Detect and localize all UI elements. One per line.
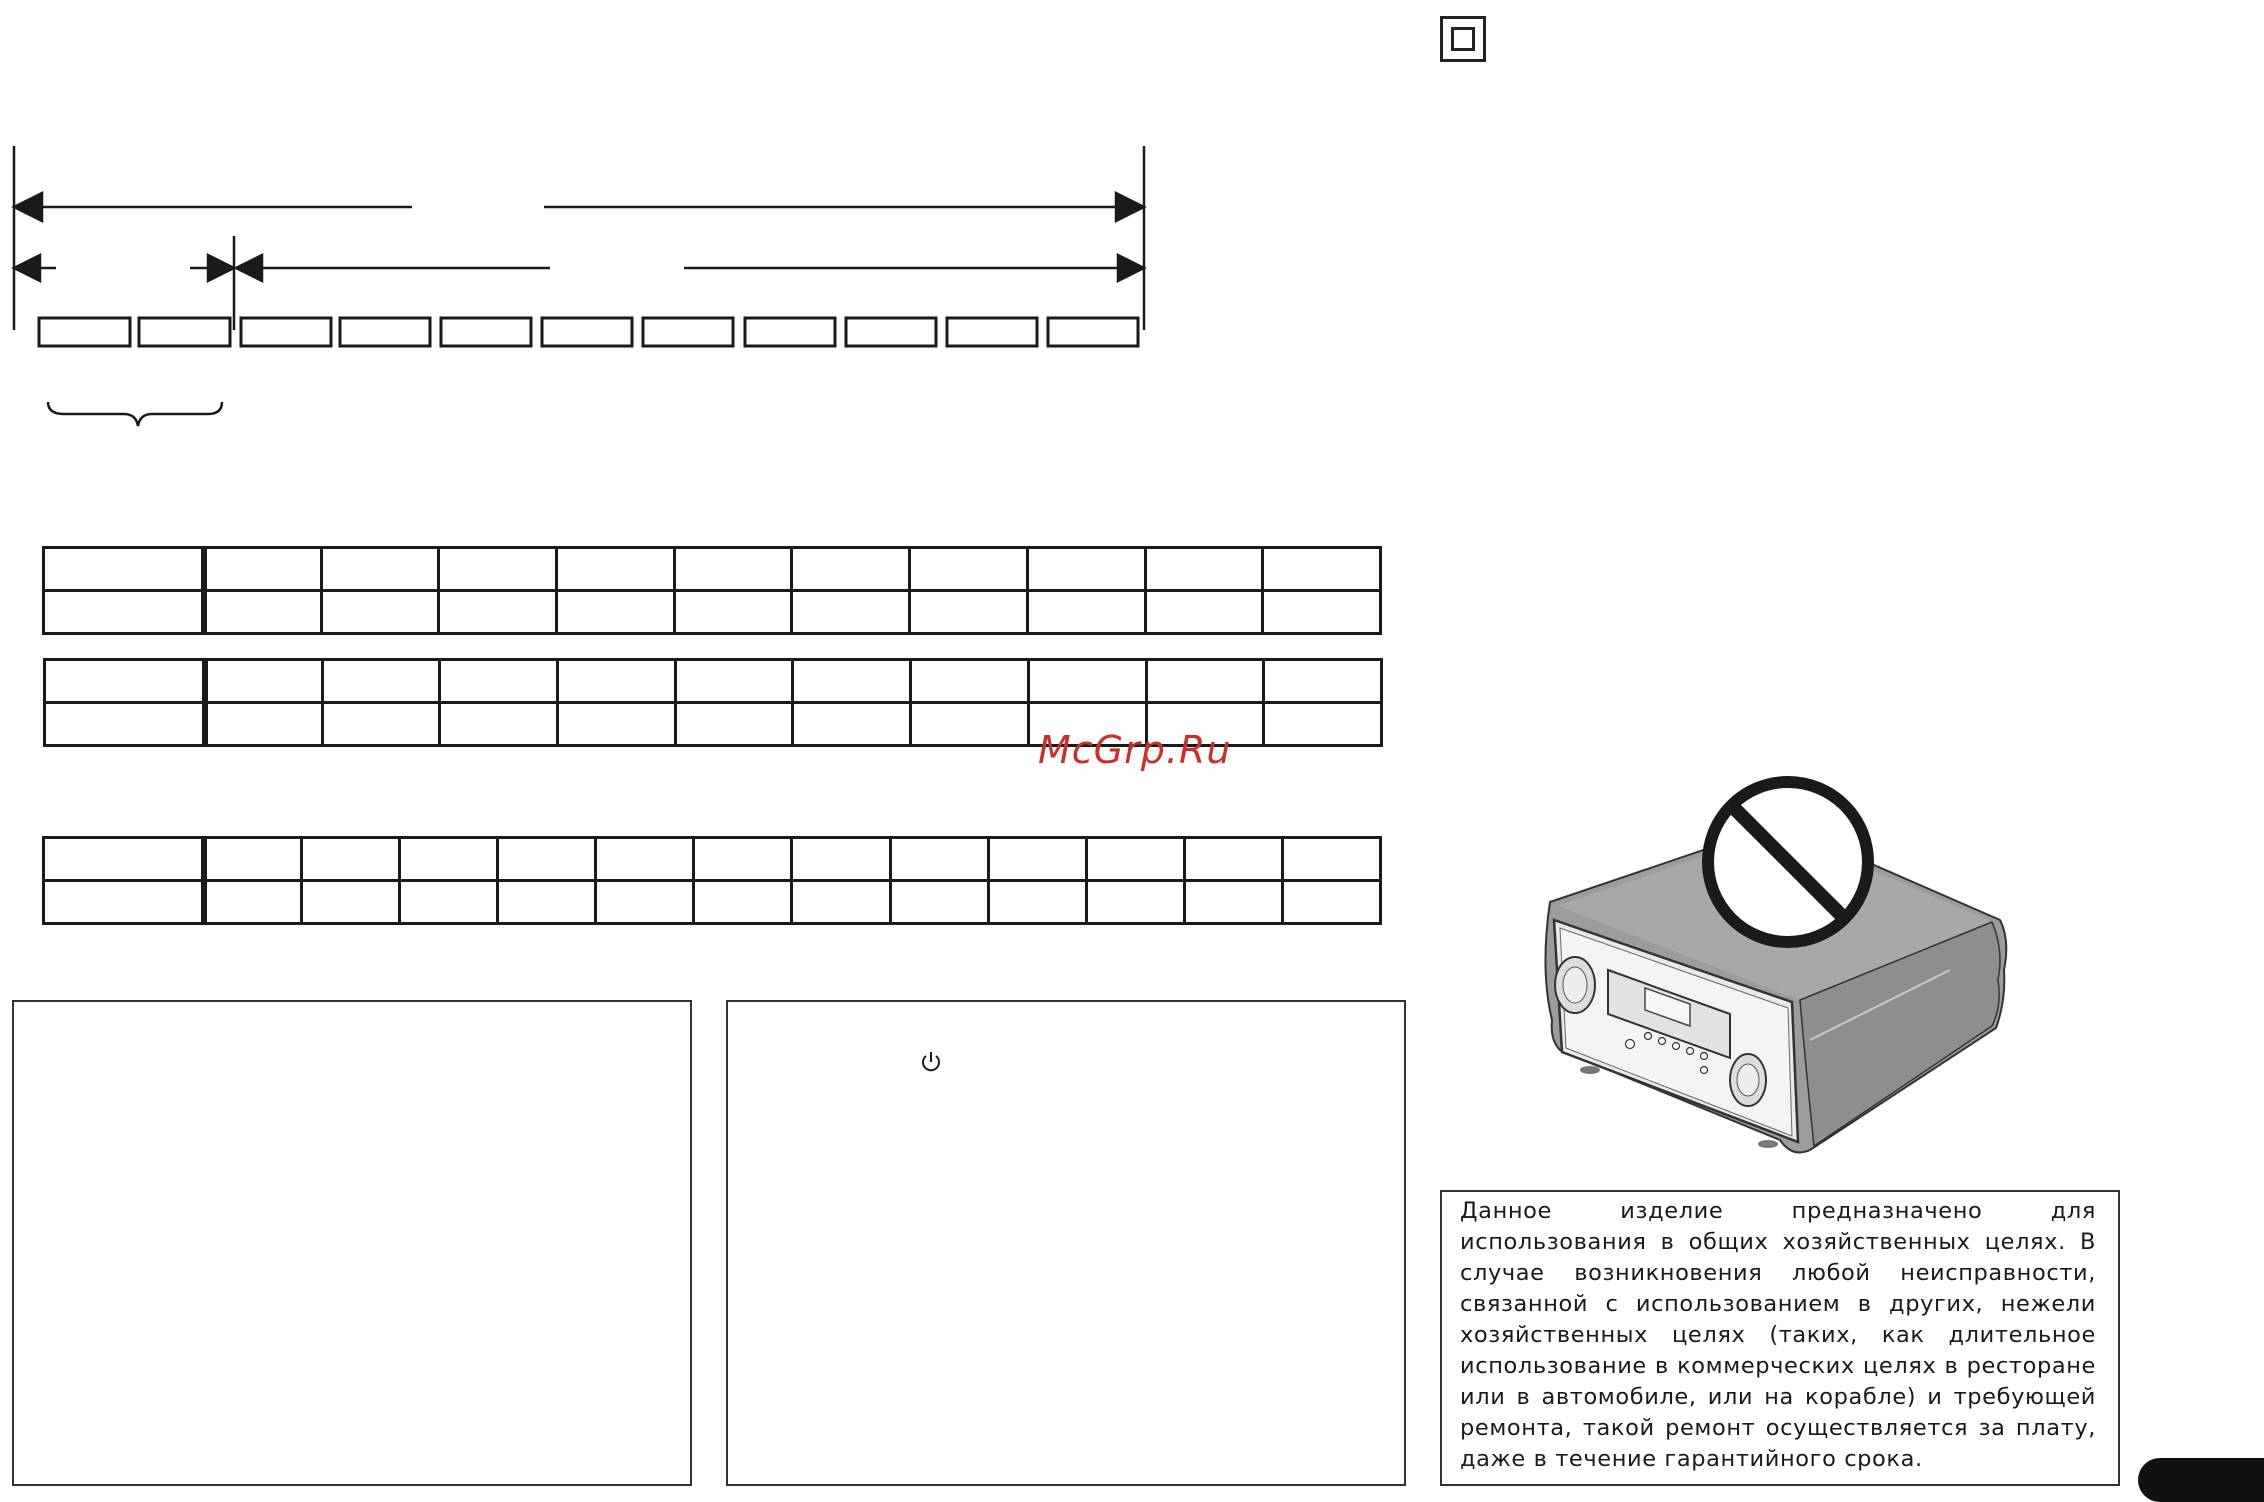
table-row — [44, 881, 1381, 924]
table-cell — [321, 591, 439, 634]
mid-arrow-b-head — [208, 255, 234, 281]
digit-box — [441, 318, 531, 346]
table-cell — [440, 703, 558, 746]
table-cell — [988, 881, 1086, 924]
table-cell — [205, 703, 323, 746]
table-cell — [44, 881, 204, 924]
table-cell — [674, 591, 792, 634]
table-cell — [792, 548, 910, 591]
table-cell — [1263, 548, 1381, 591]
table-cell — [498, 838, 596, 881]
table-cell — [44, 838, 204, 881]
table-cell — [1264, 660, 1382, 703]
table-cell — [204, 881, 302, 924]
table-cell — [694, 881, 792, 924]
table-cell — [440, 660, 558, 703]
table-cell — [1086, 838, 1184, 881]
table-cell — [1086, 881, 1184, 924]
table-row — [44, 591, 1381, 634]
table-cell — [911, 703, 1029, 746]
table-cell — [45, 660, 205, 703]
usage-notice: Данное изделие предназначено для использования в общих хозяйственных целях. В случае возникновения любой неисправности, связанной с использованием в других, нежели хозяйственных целях (таких, как длительное использование в коммерческих целях в ресторане или в автомобиле, или на корабле) и требующей ремонта, такой ремонт осуществляется за плату, даже в течение гарантийного срока. — [1440, 1190, 2120, 1486]
table-cell — [205, 660, 323, 703]
table-cell — [302, 881, 400, 924]
digit-box — [643, 318, 733, 346]
info-box-right — [726, 1000, 1406, 1486]
digit-box — [542, 318, 632, 346]
digit-box — [1048, 318, 1138, 346]
prohibited-sign-icon — [1708, 782, 1868, 942]
table-cell — [1184, 881, 1282, 924]
table-cell — [890, 881, 988, 924]
table-cell — [910, 591, 1028, 634]
top-arrow-left-head — [14, 193, 42, 221]
table-cell — [596, 881, 694, 924]
table-cell — [204, 548, 322, 591]
table-cell — [694, 838, 792, 881]
table-cell — [1028, 660, 1146, 703]
table-cell — [792, 838, 890, 881]
table-cell — [558, 703, 676, 746]
digit-box — [241, 318, 331, 346]
table-row — [44, 548, 1381, 591]
table-cell — [558, 660, 676, 703]
digit-box — [947, 318, 1037, 346]
table-cell — [792, 591, 910, 634]
table-cell — [674, 548, 792, 591]
watermark: McGrp.Ru — [1038, 728, 1232, 772]
code-table-1 — [42, 546, 1382, 635]
table-cell — [1145, 591, 1263, 634]
table-cell — [45, 703, 205, 746]
table-cell — [793, 703, 911, 746]
table-cell — [890, 838, 988, 881]
table-cell — [1282, 838, 1380, 881]
top-arrow-right-head — [1116, 193, 1144, 221]
table-cell — [910, 548, 1028, 591]
table-cell — [321, 548, 439, 591]
digit-box — [846, 318, 936, 346]
table-cell — [400, 838, 498, 881]
table-cell — [988, 838, 1086, 881]
table-cell — [596, 838, 694, 881]
table-cell — [557, 548, 675, 591]
code-table-3 — [42, 836, 1382, 925]
table-cell — [322, 660, 440, 703]
table-cell — [1264, 703, 1382, 746]
digit-box — [745, 318, 835, 346]
table-cell — [911, 660, 1029, 703]
mid-arrow-d-head — [1118, 255, 1144, 281]
table-cell — [498, 881, 596, 924]
table-cell — [675, 660, 793, 703]
table-cell — [439, 548, 557, 591]
av-receiver-covered-illustration — [1530, 770, 2020, 1160]
table-cell — [204, 838, 302, 881]
mid-arrow-a-head — [14, 255, 40, 281]
table-cell — [1027, 591, 1145, 634]
table-row — [45, 660, 1382, 703]
table-cell — [557, 591, 675, 634]
curly-brace — [48, 402, 222, 426]
table-cell — [400, 881, 498, 924]
power-standby-icon — [919, 1050, 943, 1076]
table-cell — [44, 548, 204, 591]
table-cell — [439, 591, 557, 634]
table-cell — [302, 838, 400, 881]
table-cell — [675, 703, 793, 746]
table-cell — [1027, 548, 1145, 591]
table-cell — [1184, 838, 1282, 881]
table-cell — [1145, 548, 1263, 591]
digit-box — [340, 318, 430, 346]
page-number-tab — [2138, 1458, 2264, 1502]
table-cell — [44, 591, 204, 634]
table-cell — [1263, 591, 1381, 634]
table-row — [44, 838, 1381, 881]
table-cell — [792, 881, 890, 924]
table-cell — [204, 591, 322, 634]
digit-box — [139, 318, 230, 346]
info-box-left — [12, 1000, 692, 1486]
table-cell — [793, 660, 911, 703]
digit-box — [39, 318, 130, 346]
table-cell — [1282, 881, 1380, 924]
table-cell — [322, 703, 440, 746]
serial-number-diagram — [0, 0, 1160, 440]
double-square-icon — [1440, 16, 1486, 62]
table-cell — [1146, 660, 1264, 703]
